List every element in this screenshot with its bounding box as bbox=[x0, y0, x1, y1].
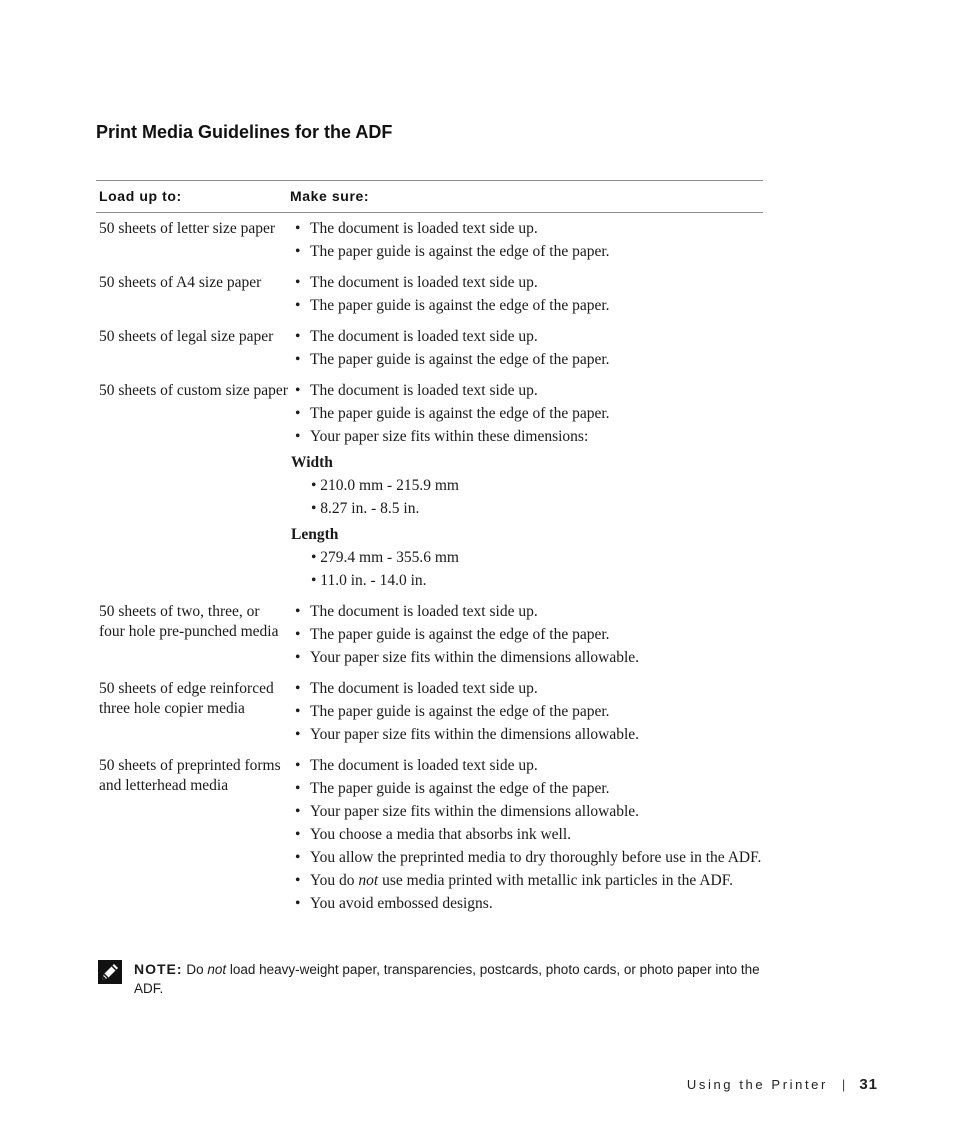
media-guidelines-table bbox=[96, 180, 763, 925]
table-row bbox=[96, 381, 763, 602]
dimension-item: • 11.0 in. - 14.0 in. bbox=[311, 572, 427, 589]
note-text-before: Do bbox=[182, 962, 208, 977]
item-text-before: You do bbox=[310, 872, 359, 889]
list-item: • The document is loaded text side up. bbox=[291, 679, 763, 699]
list-item: • The paper guide is against the edge of the paper. bbox=[291, 625, 763, 645]
list-item: • You avoid embossed designs. bbox=[291, 894, 763, 914]
list-item: • The paper guide is against the edge of the paper. bbox=[291, 404, 763, 424]
note-text-emphasis: not bbox=[207, 962, 227, 977]
table-row bbox=[96, 679, 763, 756]
page-title: Print Media Guidelines for the ADF bbox=[96, 122, 393, 142]
table-header bbox=[96, 181, 763, 212]
length-heading: Length bbox=[291, 526, 339, 543]
list-item: • The document is loaded text side up. bbox=[291, 219, 763, 239]
list-item: • The paper guide is against the edge of the paper. bbox=[291, 242, 763, 262]
list-item: • The document is loaded text side up. bbox=[291, 756, 763, 776]
item-text-after: use media printed with metallic ink particles in the ADF. bbox=[378, 872, 733, 889]
list-item: • Your paper size fits within these dimensions: bbox=[291, 427, 763, 447]
make-cell bbox=[291, 273, 763, 319]
make-cell bbox=[291, 679, 763, 748]
note-text bbox=[134, 960, 768, 998]
table-row bbox=[96, 756, 763, 925]
make-cell bbox=[291, 219, 763, 265]
width-heading: Width bbox=[291, 454, 333, 471]
dimension-item: • 210.0 mm - 215.9 mm bbox=[311, 477, 459, 494]
list-item: • The document is loaded text side up. bbox=[291, 327, 763, 347]
list-item: • Your paper size fits within the dimensions allowable. bbox=[291, 802, 763, 822]
dimension-item: • 8.27 in. - 8.5 in. bbox=[311, 500, 420, 517]
load-cell: 50 sheets of legal size paper bbox=[99, 328, 274, 345]
list-item bbox=[291, 871, 763, 891]
page-footer bbox=[687, 1076, 878, 1093]
list-item: • The paper guide is against the edge of the paper. bbox=[291, 702, 763, 722]
page-number: 31 bbox=[859, 1076, 878, 1093]
table-row bbox=[96, 602, 763, 679]
load-cell: 50 sheets of letter size paper bbox=[99, 220, 276, 237]
list-item: • You allow the preprinted media to dry thoroughly before use in the ADF. bbox=[291, 848, 763, 868]
load-cell: 50 sheets of preprinted forms and letterhead media bbox=[99, 757, 281, 794]
list-item: • The document is loaded text side up. bbox=[291, 602, 763, 622]
header-make: Make sure: bbox=[290, 188, 370, 204]
dimension-item: • 279.4 mm - 355.6 mm bbox=[311, 549, 459, 566]
header-load: Load up to: bbox=[99, 188, 182, 204]
table-row bbox=[96, 327, 763, 381]
list-item: • The document is loaded text side up. bbox=[291, 273, 763, 293]
item-text-emphasis: not bbox=[358, 872, 379, 889]
make-cell bbox=[291, 381, 763, 594]
table-row bbox=[96, 273, 763, 327]
list-item: • You choose a media that absorbs ink well. bbox=[291, 825, 763, 845]
list-item: • Your paper size fits within the dimensions allowable. bbox=[291, 648, 763, 668]
list-item: • The paper guide is against the edge of the paper. bbox=[291, 296, 763, 316]
note-box bbox=[98, 960, 768, 998]
note-label: NOTE: bbox=[134, 961, 183, 977]
list-item: • The paper guide is against the edge of the paper. bbox=[291, 779, 763, 799]
make-cell bbox=[291, 327, 763, 373]
load-cell: 50 sheets of edge reinforced three hole copier media bbox=[99, 680, 274, 717]
make-cell bbox=[291, 602, 763, 671]
table-body bbox=[96, 213, 763, 925]
footer-separator: | bbox=[841, 1077, 846, 1092]
table-row bbox=[96, 219, 763, 273]
load-cell: 50 sheets of custom size paper bbox=[99, 382, 288, 399]
footer-section-title: Using the Printer bbox=[686, 1077, 828, 1092]
list-item: • The document is loaded text side up. bbox=[291, 381, 763, 401]
list-item: • The paper guide is against the edge of the paper. bbox=[291, 350, 763, 370]
note-text-after: load heavy-weight paper, transparencies, postcards, photo cards, or photo paper into the ADF. bbox=[134, 962, 760, 996]
load-cell: 50 sheets of two, three, or four hole pre-punched media bbox=[99, 603, 279, 640]
list-item: • Your paper size fits within the dimensions allowable. bbox=[291, 725, 763, 745]
pencil-note-icon bbox=[98, 960, 122, 984]
load-cell: 50 sheets of A4 size paper bbox=[99, 274, 262, 291]
make-cell bbox=[291, 756, 763, 917]
